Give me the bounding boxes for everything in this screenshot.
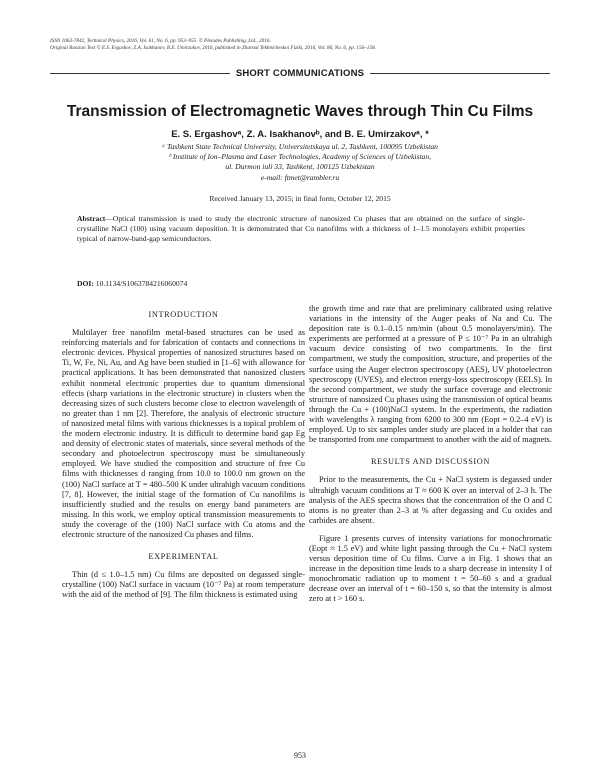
journal-header-line2: Original Russian Text © E.S. Ergashov, Z.A. Isakhanov, B.E. Umirzakov, 2016, published in Zhurnal Tekhnicheskoi Fiziki, 2016, Vol. 86, No. 6, pp. 156–158.: [50, 45, 376, 51]
received-dates: Received January 13, 2015; in final form, October 12, 2015: [209, 194, 391, 203]
left-column: [62, 310, 305, 600]
page-number: 953: [294, 751, 306, 760]
experimental-continued: the growth time and rate that are preliminary calibrated using relative variations in the intensity of the Auger peaks of Na and Cu. The deposition rate is 0.1–0.15 nm/min (about 0.5 monolayers/min). The experiments are performed at a pressure of P ≤ 10⁻⁷ Pa in an ultrahigh vacuum device consisting of two compartments. In the first compartment, we study the composition, structure, and properties of the surface using the Auger electron spectroscopy (AES), UV photoelectron spectroscopy (UVES), and electron energy-loss spectroscopy (EELS). In the second compartment, we study the surface coverage and electronic structure of nanosized Cu phases using the transmission of optical beams through the Cu + (100)NaCl system. In the experiments, the radiation with wavelengths λ ranging from 6200 to 300 nm (Eopt = 0.2–4 eV) is employed. Up to six samples under study are placed in a holder that can be transported from one compartment to another with the aid of magnets.: [309, 304, 552, 445]
affiliation-b: ᵇ Institute of Ion–Plasma and Laser Technologies, Academy of Sciences of Uzbekistan,: [168, 152, 432, 162]
doi-label: DOI:: [77, 279, 94, 288]
abstract: [77, 214, 525, 245]
affiliation-a: ᵃ Tashkent State Technical University, Universitetskaya ul. 2, Tashkent, 100095 Uzbekistan: [162, 142, 438, 151]
section-label: SHORT COMMUNICATIONS: [235, 67, 365, 79]
journal-header: [50, 38, 550, 52]
journal-header-line1: ISSN 1063-7842, Technical Physics, 2016, Vol. 61, No. 6, pp. 953–955. © Pleiades Publishing, Ltd., 2016.: [50, 38, 271, 44]
affiliations: [50, 142, 550, 183]
affiliation-b-address: ul. Durmon iuli 33, Tashkent, 100125 Uzbekistan: [225, 162, 375, 172]
abstract-label: Abstract: [77, 214, 106, 223]
experimental-paragraph: Thin (d ≤ 1.0–1.5 nm) Cu films are deposited on degassed single-crystalline (100) NaCl surface in vacuum (10⁻⁷ Pa) at room temperature with the aid of the method of [9]. The film thickness is estimated using: [62, 570, 305, 600]
section-rule-left: [50, 73, 230, 74]
section-band: [50, 66, 550, 80]
intro-paragraph: Multilayer free nanofilm metal-based structures can be used as reinforcing materials and for fabrication of contacts and connections in electronic devices. Physical properties of nanosized structures based on Ti, W, Fe, Ni, Au, and Ag have been studied in [1–6] with allowance for practical applications. It has been demonstrated that nanosized clusters exhibit nonmetal electronic properties due to quantum dimensional effects (sharp variations in the electronic structure) in clusters when the decreasing sizes of such clusters become close to electron wavelength of no greater than 1 nm [2]. Therefore, the analysis of electronic structure of nanosized metal films with various thicknesses is a topical problem of the modern electronic industry. It is difficult to determine band gap Eg and density of electronic states of materials, since several methods of the secondary and photoelectron spectroscopy must be simultaneously employed. We have studied the composition and structure of free Cu films with thicknesses d ranging from 10.0 to 100.0 nm grown on the (100) NaCl surface at T = 480–500 K under ultrahigh vacuum conditions [7, 8]. However, the initial stage of the formation of Cu nanofilms is insufficiently studied and the results on energy band parameters are missing. In this work, we employ optical transmission measurements to study the coverage of the (100) NaCl surface with Cu atoms and the electronic structure of the nanosized Cu phases and films.: [62, 328, 305, 539]
right-column: [309, 304, 552, 605]
heading-introduction: INTRODUCTION: [148, 310, 219, 319]
results-paragraph-2: Figure 1 presents curves of intensity variations for monochromatic (Eopt ≈ 1.5 eV) and white light passing through the Cu + NaCl system versus deposition time of Cu films. Curve a in Fig. 1 shows that an increase in the deposition time leads to a sharp decrease in intensity I of monochromatic radiation up to moment t = 50–60 s and a gradual decrease over an interval of t = 60–150 s, so that the intensity is almost zero at t > 160 s.: [309, 533, 552, 604]
heading-results: RESULTS AND DISCUSSION: [371, 457, 490, 467]
heading-experimental: EXPERIMENTAL: [148, 552, 219, 562]
doi-value: 10.1134/S1063784216060074: [95, 279, 188, 288]
doi: [77, 279, 187, 288]
section-rule-right: [370, 73, 550, 74]
author-list: E. S. Ergashovᵃ, Z. A. Isakhanovᵇ, and B. E. Umirzakovᵃ, *: [171, 129, 429, 140]
abstract-text: —Optical transmission is used to study the electronic structure of nanosized Cu phases that are obtained on the surface of single-crystalline NaCl (100) using vacuum deposition. It is demonstrated that Cu nanofilms with a thickness of 1–1.5 monolayers exhibit properties typical of narrow-band-gap semiconductors.: [77, 214, 525, 244]
results-paragraph-1: Prior to the measurements, the Cu + NaCl system is degassed under ultrahigh vacuum conditions at T ≈ 600 K over an interval of 2–3 h. The analysis of the AES spectra shows that the concentration of the O and C atoms is no greater than 2–3 at % after degassing and Cu oxides and carbides are absent.: [309, 475, 552, 525]
email: e-mail: ftmet@rambler.ru: [260, 172, 340, 182]
paper-title: Transmission of Electromagnetic Waves through Thin Cu Films: [66, 103, 534, 120]
